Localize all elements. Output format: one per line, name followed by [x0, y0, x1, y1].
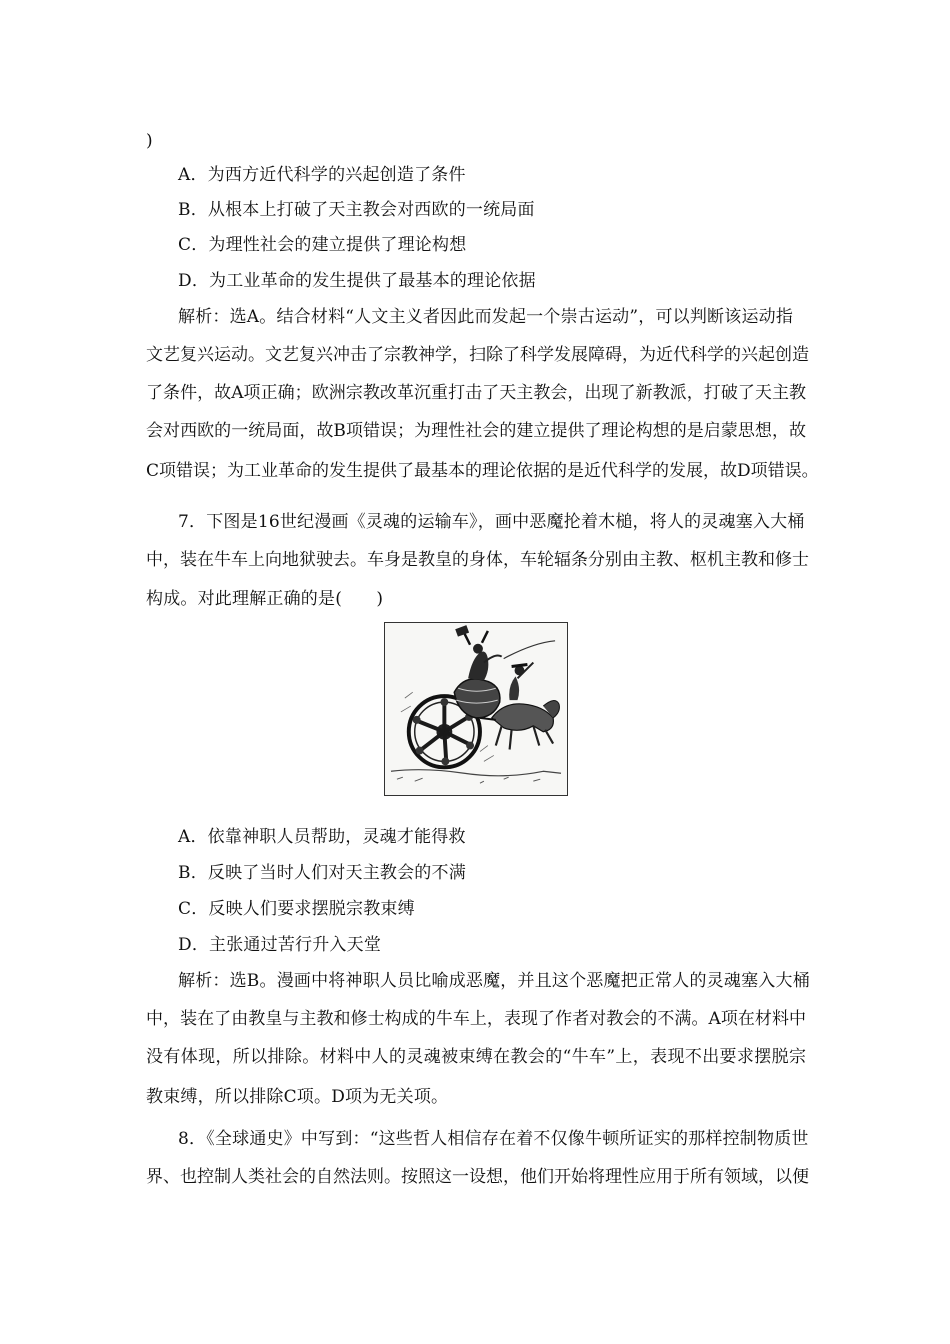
q7-option-d: D．主张通过苦行升入天堂	[178, 935, 382, 955]
q6-analysis-line-5: C项错误；为工业革命的发生提供了最基本的理论依据的是近代科学的发展，故D项错误。	[146, 461, 819, 481]
q7-stem-line-2: 中，装在牛车上向地狱驶去。车身是教皇的身体，车轮辐条分别由主教、枢机主教和修士	[146, 550, 809, 570]
q7-analysis-line-1: 解析：选B。漫画中将神职人员比喻成恶魔，并且这个恶魔把正常人的灵魂塞入大桶	[178, 971, 810, 991]
q8-stem-line-2: 界、也控制人类社会的自然法则。按照这一设想，他们开始将理性应用于所有领域，以便	[146, 1167, 809, 1187]
q6-option-b: B．从根本上打破了天主教会对西欧的一统局面	[178, 200, 535, 220]
q6-option-c: C．为理性社会的建立提供了理论构想	[178, 235, 467, 255]
q7-analysis-line-2: 中，装在了由教皇与主教和修士构成的牛车上，表现了作者对教会的不满。A项在材料中	[146, 1009, 806, 1029]
q6-option-a: A．为西方近代科学的兴起创造了条件	[178, 165, 466, 185]
q6-analysis-line-3: 了条件，故A项正确；欧洲宗教改革沉重打击了天主教会，出现了新教派，打破了天主教	[146, 383, 806, 403]
q7-analysis-line-4: 教束缚，所以排除C项。D项为无关项。	[146, 1087, 449, 1107]
q6-analysis-line-1: 解析：选A。结合材料“人文主义者因此而发起一个崇古运动”，可以判断该运动指	[178, 307, 794, 327]
q8-stem-line-1: 8．《全球通史》中写到：“这些哲人相信存在着不仅像牛顿所证实的那样控制物质世	[178, 1129, 809, 1149]
cartoon-soul-wagon-illustration	[384, 622, 568, 796]
q7-option-c: C．反映人们要求摆脱宗教束缚	[178, 899, 415, 919]
q6-analysis-line-2: 文艺复兴运动。文艺复兴冲击了宗教神学，扫除了科学发展障碍，为近代科学的兴起创造	[146, 345, 809, 365]
q7-analysis-line-3: 没有体现，所以排除。材料中人的灵魂被束缚在教会的“牛车”上，表现不出要求摆脱宗	[146, 1047, 806, 1067]
q7-stem-line-3: 构成。对此理解正确的是( )	[146, 589, 384, 609]
question-6-close-paren: )	[146, 131, 153, 151]
q7-option-b: B．反映了当时人们对天主教会的不满	[178, 863, 466, 883]
q7-stem-line-1: 7．下图是16世纪漫画《灵魂的运输车》，画中恶魔抡着木槌，将人的灵魂塞入大桶	[178, 512, 805, 532]
q6-analysis-line-4: 会对西欧的一统局面，故B项错误；为理性社会的建立提供了理论构想的是启蒙思想，故	[146, 421, 806, 441]
q7-option-a: A．依靠神职人员帮助，灵魂才能得救	[178, 827, 466, 847]
q6-option-d: D．为工业革命的发生提供了最基本的理论依据	[178, 271, 536, 291]
